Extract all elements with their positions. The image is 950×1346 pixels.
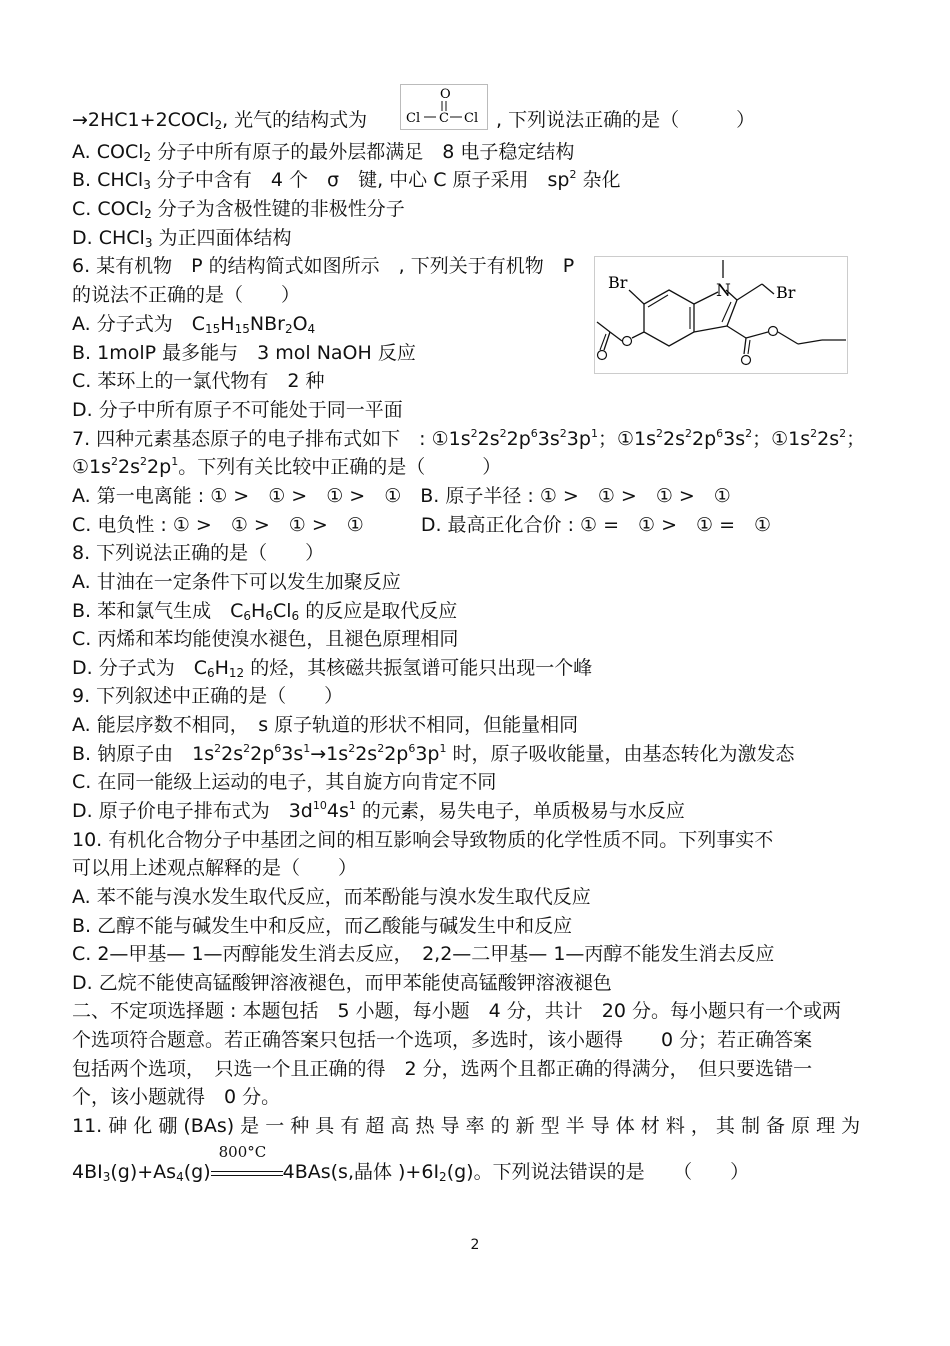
q6-option-d: D. 分子中所有原子不可能处于同一平面 [72,399,403,421]
q7-stem-line2: $①1s^22s^22p^1$。下列有关比较中正确的是（ ） [72,455,502,478]
bromine-label-left: Br [608,273,628,292]
phosgene-cl-left: Cl [406,111,421,126]
section2-heading-line2: 个选项符合题意。若正确答案只包括一个选项，多选时，该小题得 0 分；若正确答案 [72,1029,813,1051]
q7-options-cd: C. 电负性 : ① > ① > ① > ① D. 最高正化合价 : ① = ① > ① = ① [72,514,772,536]
q8-option-d: D. 分子式为 $C_6H_{12}$ 的烃，其核磁共振氢谱可能只出现一个峰 [72,657,593,680]
nitrogen-label: N [716,281,731,301]
q10-option-d: D. 乙烷不能使高锰酸钾溶液褪色，而甲苯能使高锰酸钾溶液褪色 [72,972,612,994]
q8-stem: 8. 下列说法正确的是（ ） [72,542,325,564]
q11-equation: $4BI_3(g)+As_4(g)$ 800°C 4BAs(s,晶体 )$+6I_2(g)$。下列说法错误的是 （ ） [72,1160,749,1184]
q8-option-c: C. 丙烯和苯均能使溴水褪色，且褪色原理相同 [72,628,459,650]
q8-option-b: B. 苯和氯气生成 $C_6H_6Cl_6$ 的反应是取代反应 [72,600,458,623]
bromine-label-right: Br [776,283,796,302]
q8-option-a: A. 甘油在一定条件下可以发生加聚反应 [72,571,401,593]
page-number: 2 [470,1237,480,1253]
compound-p-structure-svg [594,256,848,374]
q10-option-b: B. 乙醇不能与碱发生中和反应，而乙酸能与碱发生中和反应 [72,915,573,937]
section2-heading-line1: 二、不定项选择题 : 本题包括 5 小题，每小题 4 分，共计 20 分。每小题只有一个或两 [72,1000,841,1022]
q7-options-ab: A. 第一电离能 : ① > ① > ① > ① B. 原子半径 : ① > ① > ① > ① [72,485,731,507]
section2-heading-line4: 个，该小题就得 0 分。 [72,1086,281,1108]
q5-option-d: D. CHCl$_3$ 为正四面体结构 [72,227,292,250]
q6-stem-line2: 的说法不正确的是（ ） [72,284,301,306]
compound-p-structure-figure [594,256,848,374]
q10-stem-line1: 10. 有机化合物分子中基团之间的相互影响会导致物质的化学性质不同。下列事实不 [72,829,774,851]
q6-option-a: A. 分子式为 $C_{15}H_{15}NBr_2O_4$ [72,313,316,336]
q9-stem: 9. 下列叙述中正确的是（ ） [72,685,344,707]
q7-stem-line1: 7. 四种元素基态原子的电子排布式如下 : $①1s^22s^22p^63s^23p^1$；$①1s^22s^22p^63s^2$；$①1s^22s^2$； [72,427,866,450]
q11-stem: 11. 砷 化 硼 (BAs) 是 一 种 具 有 超 高 热 导 率 的 新 型 半 导 体 材 料 ， 其 制 备 原 理 为 [72,1115,861,1137]
q6-option-b: B. 1molP 最多能与 3 mol NaOH 反应 [72,342,416,364]
q5-option-b: B. CHCl$_3$ 分子中含有 4 个 σ 键, 中心 C 原子采用 $sp^2$ 杂化 [72,168,621,192]
q9-option-a: A. 能层序数不相同， s 原子轨道的形状不相同，但能量相同 [72,714,579,736]
q9-option-b: B. 钠原子由 $1s^22s^22p^63s^1\to 1s^22s^22p^63p^1$ 时，原子吸收能量，由基态转化为激发态 [72,742,795,765]
q5-option-c: C. COCl$_2$ 分子为含极性键的非极性分子 [72,198,405,221]
phosgene-structure-svg [400,84,488,130]
q9-option-c: C. 在同一能级上运动的电子，其自旋方向肯定不同 [72,771,497,793]
reaction-arrow [211,1143,283,1184]
phosgene-carbon: C [439,111,449,126]
q10-option-a: A. 苯不能与溴水发生取代反应，而苯酚能与溴水发生取代反应 [72,886,591,908]
q10-stem-line2: 可以用上述观点解释的是（ ） [72,857,358,879]
q9-option-d: D. 原子价电子排布式为 $3d^{10}4s^1$ 的元素，易失电子，单质极易与水反应 [72,799,685,822]
q6-option-c: C. 苯环上的一氯代物有 2 种 [72,370,325,392]
phosgene-oxygen: O [440,87,451,102]
section2-heading-line3: 包括两个选项， 只选一个且正确的得 2 分，选两个且都正确的得满分， 但只要选错一 [72,1058,813,1080]
q5-stem-tail: →2HC1+2COCl$_2$, 光气的结构式为 [72,109,368,132]
reaction-condition: 800°C [218,1143,267,1161]
q10-option-c: C. 2—甲基— 1—丙醇能发生消去反应， 2,2—二甲基— 1—丙醇不能发生消去反应 [72,943,775,965]
q5-stem-end: , 下列说法正确的是（ ） [496,109,756,131]
q6-stem-line1: 6. 某有机物 P 的结构简式如图所示 , 下列关于有机物 P [72,255,575,277]
q5-option-a: A. COCl$_2$ 分子中所有原子的最外层都满足 8 电子稳定结构 [72,141,575,164]
phosgene-cl-right: Cl [464,111,479,126]
phosgene-structure-figure [400,84,488,130]
